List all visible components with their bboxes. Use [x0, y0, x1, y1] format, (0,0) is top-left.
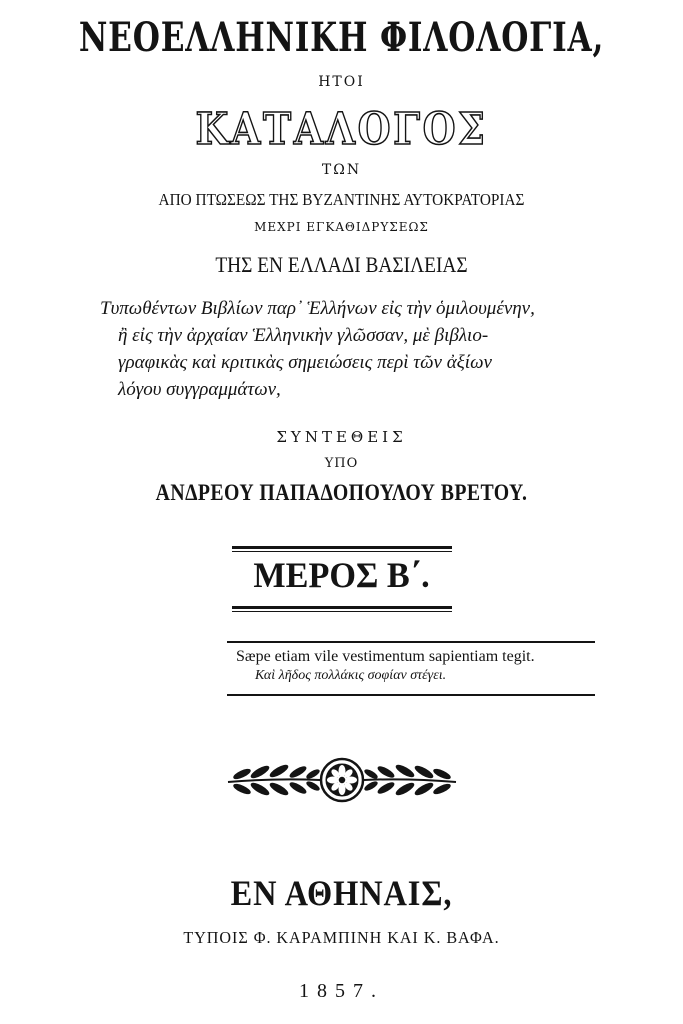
subtitle-line-1: ΑΠΟ ΠΤΩΣΕΩΣ ΤΗΣ ΒΥΖΑΝΤΙΝΗΣ ΑΥΤΟΚΡΑΤΟΡΙΑΣ — [158, 190, 525, 209]
description-line: Τυπωθέντων Βιβλίων παρ᾽ Ἑλλήνων εἰς τὴν ὁμιλουμένην, — [100, 298, 535, 319]
author-name: ΑΝΔΡΕΟΥ ΠΑΠΑΔΟΠΟΥΛΟΥ ΒΡΕΤΟΥ. — [155, 480, 528, 505]
divider-rule — [232, 551, 452, 552]
imprint-city: ΕΝ ΑΘΗΝΑΙΣ, — [230, 873, 453, 913]
divider-rule — [232, 606, 452, 609]
compiled-label: ΣΥΝΤΕΘΕΙΣ — [276, 428, 407, 446]
by-label: ΥΠΟ — [324, 456, 359, 471]
epigraph-rule-bottom — [227, 694, 595, 696]
imprint-printer: ΤΥΠΟΙΣ Φ. ΚΑΡΑΜΠΙΝΗ ΚΑΙ Κ. ΒΑΦΑ. — [183, 928, 500, 947]
epigraph-rule-top — [227, 641, 595, 643]
epigraph-latin: Sæpe etiam vile vestimentum sapientiam tegit. — [236, 648, 535, 665]
epigraph-greek: Καὶ λῆδος πολλάκις σοφίαν στέγει. — [255, 668, 447, 683]
part-heading: ΜΕΡΟΣ Β΄. — [253, 555, 430, 595]
imprint-year: 1857. — [299, 980, 384, 1002]
subtitle-line-3: ΤΗΣ ΕΝ ΕΛΛΑΔΙ ΒΑΣΙΛΕΙΑΣ — [215, 252, 468, 277]
description-line: γραφικὰς καὶ κριτικὰς σημειώσεις περὶ τῶν ἀξίων — [118, 352, 492, 373]
floral-ornament-icon — [222, 752, 462, 808]
twn-article: ΤΩΝ — [321, 162, 362, 178]
divider-rule — [232, 546, 452, 549]
divider-rule — [232, 611, 452, 612]
description-line: ἢ εἰς τὴν ἀρχαίαν Ἑλληνικὴν γλῶσσαν, μὲ βιβλιο- — [118, 325, 489, 346]
main-title: ΝΕΟΕΛΛΗΝΙΚΗ ΦΙΛΟΛΟΓΙΑ, — [78, 14, 605, 61]
description-line: λόγου συγγραμμάτων, — [118, 379, 281, 400]
subtitle-line-2: ΜΕΧΡΙ ΕΓΚΑΘΙΔΡΥΣΕΩΣ — [254, 220, 429, 234]
htoi-conjunction: ΗΤΟΙ — [318, 74, 365, 90]
catalogue-title: ΚΑΤΑΛΟΓΟΣ — [195, 104, 488, 155]
